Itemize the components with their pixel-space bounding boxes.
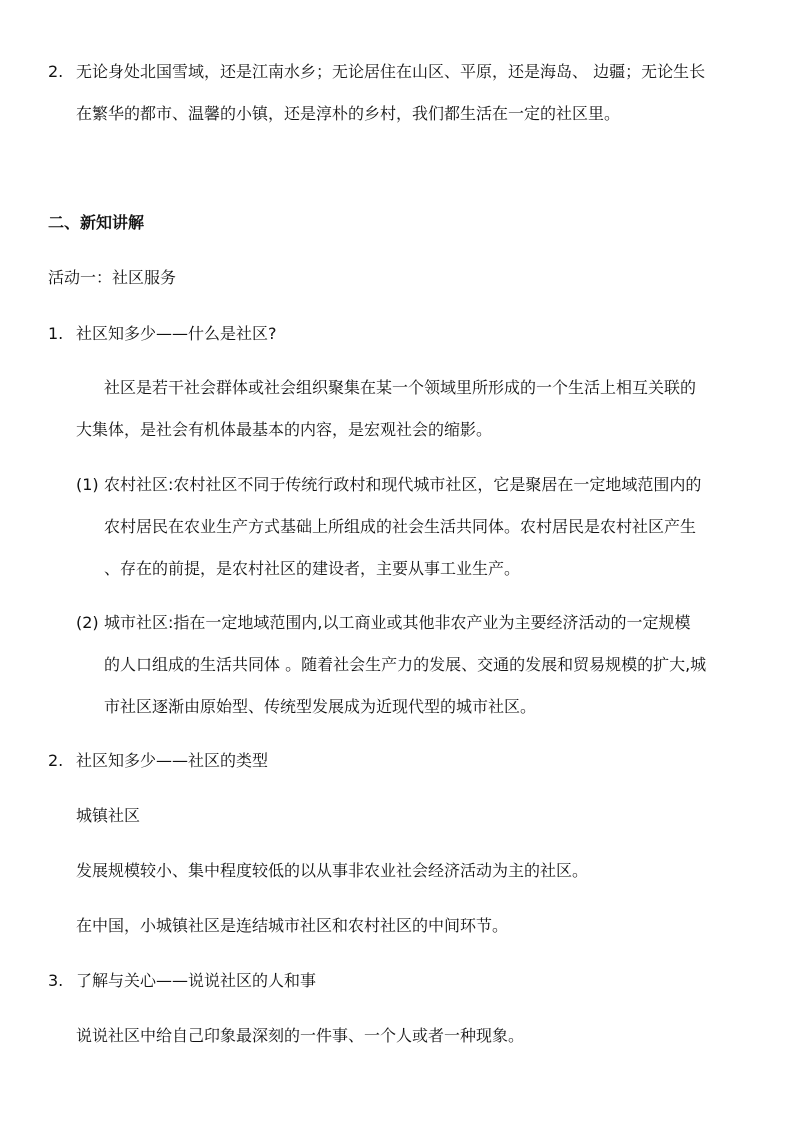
subitem-2-number: (2) (76, 613, 99, 632)
item-1-title: 社区知多少——什么是社区? (76, 324, 277, 343)
intro-text-line-1: 无论身处北国雪域，还是江南水乡；无论居住在山区、平原，还是海岛、 边疆；无论生长 (76, 62, 706, 81)
section-heading: 二、新知讲解 (48, 213, 145, 232)
item-2-number: 2. (48, 751, 64, 770)
subitem-1-line-2: 农村居民在农业生产方式基础上所组成的社会生活共同体。农村居民是农村社区产生 (104, 517, 697, 536)
item-2-subtitle: 城镇社区 (76, 806, 141, 825)
item-1-number: 1. (48, 324, 64, 343)
subitem-2-line-2: 的人口组成的生活共同体 。随着社会生产力的发展、交通的发展和贸易规模的扩大,城 (104, 655, 707, 674)
item-3-paragraph-1: 说说社区中给自己印象最深刻的一件事、一个人或者一种现象。 (76, 1026, 525, 1045)
item-2-title: 社区知多少——社区的类型 (76, 751, 269, 770)
item-2-paragraph-1: 发展规模较小、集中程度较低的以从事非农业社会经济活动为主的社区。 (76, 861, 589, 880)
subitem-1-line-3: 、存在的前提，是农村社区的建设者，主要从事工业生产。 (104, 559, 521, 578)
subitem-2-line-3: 市社区逐渐由原始型、传统型发展成为近现代型的城市社区。 (104, 697, 537, 716)
item-3-title: 了解与关心——说说社区的人和事 (76, 971, 317, 990)
subitem-1-line-1: 农村社区:农村社区不同于传统行政村和现代城市社区，它是聚居在一定地域范围内的 (104, 475, 702, 494)
item-2-paragraph-2: 在中国，小城镇社区是连结城市社区和农村社区的中间环节。 (76, 916, 509, 935)
subitem-2-line-1: 城市社区:指在一定地域范围内,以工商业或其他非农产业为主要经济活动的一定规模 (104, 613, 691, 632)
item-1-definition-line-1: 社区是若干社会群体或社会组织聚集在某一个领域里所形成的一个生活上相互关联的 (104, 378, 697, 397)
item-1-definition-line-2: 大集体，是社会有机体最基本的内容，是宏观社会的缩影。 (76, 420, 493, 439)
item-3-number: 3. (48, 971, 64, 990)
subitem-1-number: (1) (76, 475, 99, 494)
intro-text-line-2: 在繁华的都市、温馨的小镇，还是淳朴的乡村，我们都生活在一定的社区里。 (76, 104, 621, 123)
intro-item-number: 2. (48, 62, 64, 81)
activity-title: 活动一：社区服务 (48, 268, 177, 287)
